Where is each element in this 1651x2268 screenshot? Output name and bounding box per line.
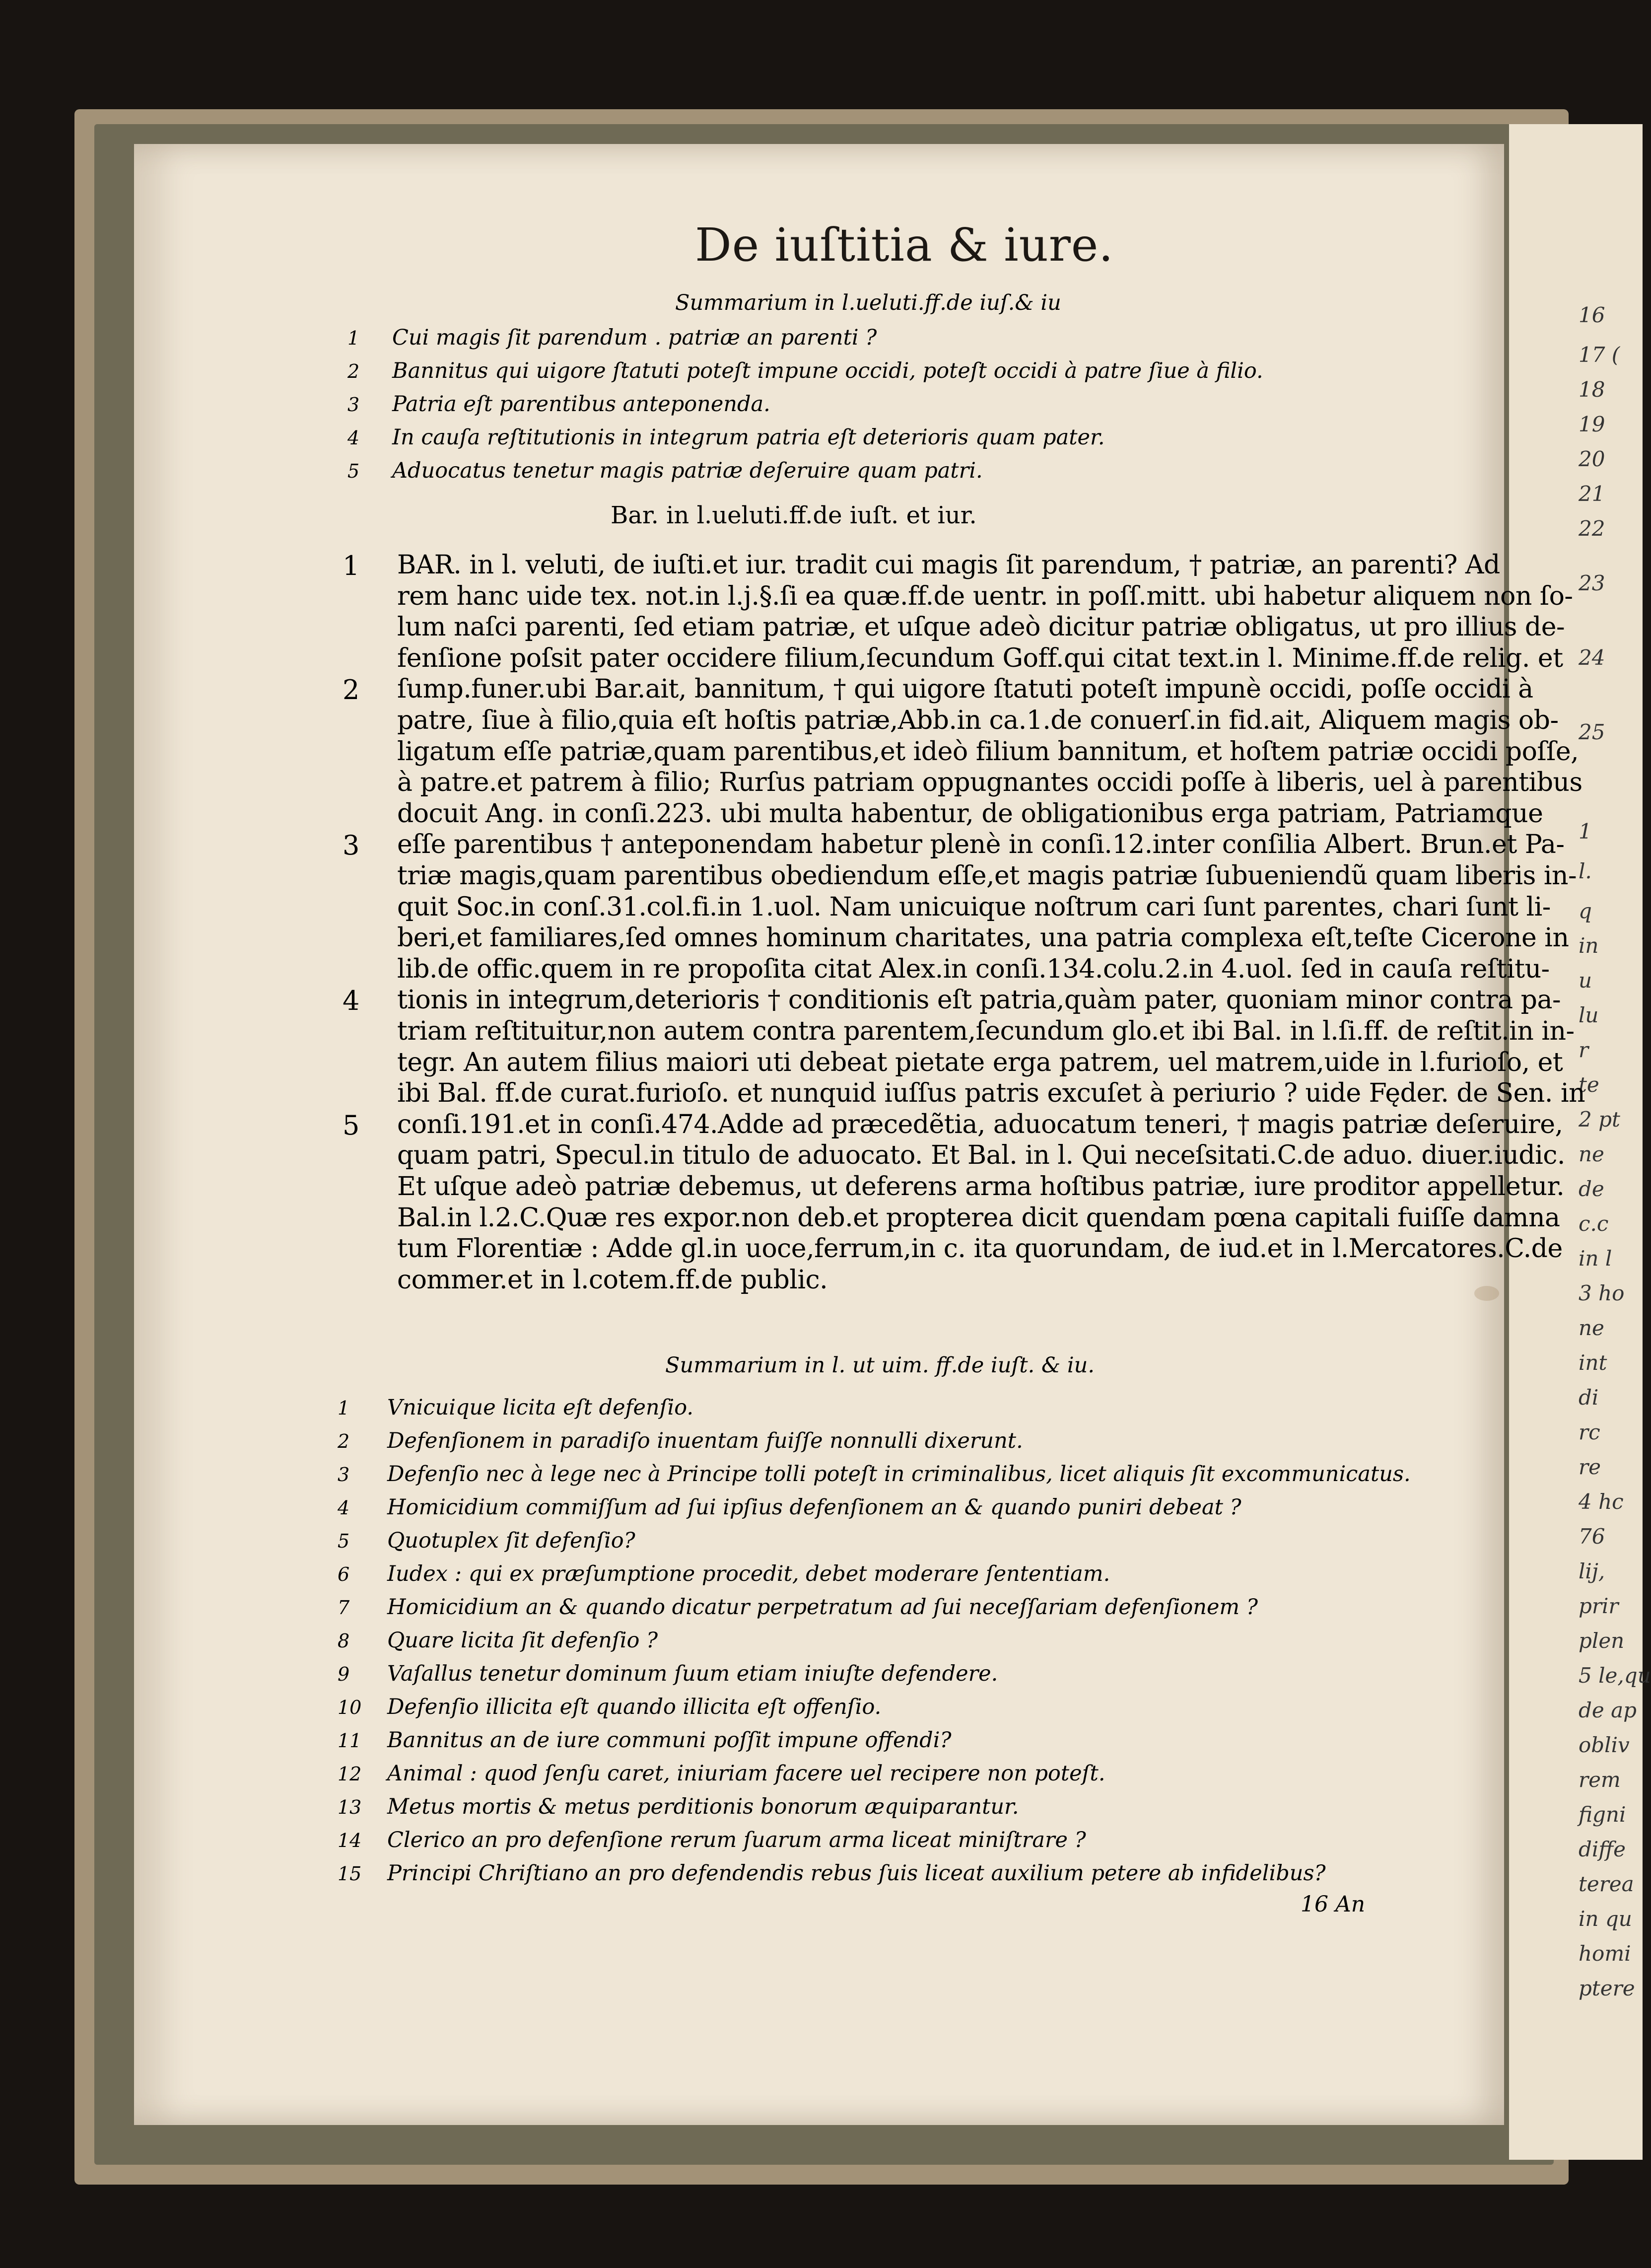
- body-line: rem hanc uide tex. not.in l.j.§.ſi ea quæ.ff.de uentr. in poſſ.mitt. ubi habetur aliquem non ſo-: [397, 581, 1573, 611]
- summary-number: 4: [338, 1497, 350, 1519]
- body-line: lum naſci parenti, ſed etiam patriæ, et uſque adeò dicitur patriæ obligatus, ut pro illius de-: [397, 612, 1565, 642]
- facing-page-fragment: te: [1579, 1072, 1599, 1097]
- body-line: tum Florentiæ : Adde gl.in uoce,ferrum,in c. ita quorundam, de iud.et in l.Mercatores.C.de: [397, 1234, 1563, 1264]
- facing-page-fragment: rc: [1579, 1420, 1600, 1444]
- facing-page-fragment: 4 hc: [1579, 1489, 1624, 1514]
- summary-number: 7: [338, 1597, 350, 1619]
- facing-page-fragment: lu: [1579, 1003, 1599, 1027]
- facing-page-fragment: in: [1579, 933, 1599, 958]
- facing-page-fragment: lij,: [1579, 1559, 1605, 1583]
- summary-item: Principi Chriſtiano an pro defendendis rebus ſuis liceat auxilium petere ab infidelibus?: [387, 1861, 1326, 1886]
- facing-page-fragment: figni: [1579, 1802, 1626, 1827]
- summary-number: 13: [338, 1796, 362, 1818]
- summary-item: Animal : quod ſenſu caret, iniuriam facere uel recipere non poteſt.: [387, 1761, 1105, 1786]
- body-line: conſi.191.et in conſi.474.Adde ad præcedẽtia, aduocatum teneri, † magis patriæ deſeruire,: [397, 1109, 1563, 1139]
- facing-page-fragment: de: [1579, 1177, 1604, 1201]
- summary-heading-1: Summarium in l.ueluti.ff.de iuſ.& iu: [675, 290, 1061, 315]
- facing-page-fragment: 1: [1579, 819, 1592, 844]
- body-line: quit Soc.in conſ.31.col.fi.in 1.uol. Nam unicuique noſtrum cari ſunt parentes, chari ſunt li-: [397, 892, 1551, 922]
- body-line: eſſe parentibus † anteponendam habetur plenè in conſi.12.inter conſilia Albert. Brun.et Pa-: [397, 830, 1565, 860]
- facing-page-fragment: 23: [1579, 571, 1605, 595]
- body-line: à patre.et patrem à filio; Rurſus patriam oppugnantes occidi poſſe à liberis, uel à parentibus: [397, 768, 1582, 798]
- body-line: BAR. in l. veluti, de iuſti.et iur. tradit cui magis ſit parendum, † patriæ, an parenti? Ad: [397, 550, 1500, 580]
- body-line: ibi Bal. ff.de curat.furioſo. et nunquid iuſſus patris excuſet à periurio ? uide Fęder. de Sen. in: [397, 1078, 1585, 1109]
- body-line: tionis in integrum,deterioris † conditionis eſt patria,quàm pater, quoniam minor contra pa-: [397, 985, 1561, 1015]
- facing-page-fragment: 2 pt: [1579, 1107, 1620, 1132]
- summary-item: Iudex : qui ex præſumptione procedit, debet moderare ſententiam.: [387, 1561, 1110, 1586]
- body-line: tegr. An autem filius maiori uti debeat pietate erga patrem, uel matrem,uide in l.furioſo, et: [397, 1047, 1563, 1077]
- summary-number: 2: [338, 1430, 350, 1452]
- facing-page-fragment: c.c: [1579, 1211, 1609, 1236]
- facing-page-fragment: 16: [1579, 303, 1605, 327]
- summary-item: Metus mortis & metus perditionis bonorum æquiparantur.: [387, 1794, 1019, 1819]
- summary-item: Quare licita ſit defenſio ?: [387, 1628, 658, 1653]
- facing-page-fragment: de ap: [1579, 1698, 1637, 1722]
- summary-number: 4: [347, 427, 360, 449]
- facing-page-fragment: 3 ho: [1579, 1281, 1625, 1305]
- summary-number: 11: [338, 1730, 362, 1752]
- facing-page-fragment: ne: [1579, 1142, 1604, 1166]
- facing-page-fragment: diffe: [1579, 1837, 1626, 1861]
- body-line: docuit Ang. in conſi.223. ubi multa habentur, de obligationibus erga patriam, Patriamque: [397, 798, 1543, 829]
- body-line: commer.et in l.cotem.ff.de public.: [397, 1265, 828, 1295]
- facing-page-fragment: di: [1579, 1385, 1599, 1410]
- summary-number: 3: [338, 1464, 350, 1486]
- facing-page-fragment: obliv: [1579, 1733, 1630, 1757]
- summary-item: Vnicuique licita eſt defenſio.: [387, 1395, 694, 1420]
- facing-page-fragment: prir: [1579, 1594, 1619, 1618]
- summary-item: Vaſallus tenetur dominum ſuum etiam iniuſte defendere.: [387, 1661, 998, 1686]
- ink-stain: [1474, 1286, 1499, 1301]
- summary-heading-2: Summarium in l. ut uim. ff.de iuſt. & iu.: [665, 1353, 1095, 1378]
- facing-page-fragment: q: [1579, 899, 1592, 923]
- facing-page-fragment: 22: [1579, 516, 1605, 541]
- body-line: ſump.funer.ubi Bar.ait, bannitum, † qui uigore ſtatuti poteſt impunè occidi, poſſe occidi à: [397, 674, 1533, 705]
- facing-page-fragment: l.: [1579, 859, 1592, 883]
- body-line: lib.de offic.quem in re propoſita citat Alex.in conſi.134.colu.2.in 4.uol. ſed in cauſa reſtitu-: [397, 954, 1550, 984]
- margin-number: 5: [343, 1109, 360, 1141]
- summary-number: 5: [338, 1530, 350, 1552]
- facing-page-fragment: rem: [1579, 1768, 1621, 1792]
- facing-page-fragment: in l: [1579, 1246, 1612, 1271]
- facing-page-fragment: 24: [1579, 645, 1605, 670]
- catchword: 16 An: [1301, 1892, 1366, 1917]
- body-line: ligatum eſſe patriæ,quam parentibus,et ideò filium bannitum, et hoſtem patriæ occidi poſſe,: [397, 736, 1579, 767]
- summary-item: Defenſio nec à lege nec à Principe tolli poteſt in criminalibus, licet aliquis ſit excommunicatus.: [387, 1462, 1411, 1487]
- summary-number: 5: [347, 460, 360, 482]
- facing-page-fragment: plen: [1579, 1629, 1625, 1653]
- body-line: Bal.in l.2.C.Quæ res expor.non deb.et propterea dicit quendam pœna capitali fuiſſe damna: [397, 1203, 1560, 1233]
- summary-item: Defenſionem in paradiſo inuentam fuiſſe nonnulli dixerunt.: [387, 1428, 1023, 1453]
- facing-page-fragment: in qu: [1579, 1907, 1632, 1931]
- body-line: patre, ſiue à filio,quia eſt hoſtis patriæ,Abb.in ca.1.de conuerſ.in fid.ait, Aliquem magis ob-: [397, 706, 1559, 735]
- summary-number: 3: [347, 394, 360, 416]
- page-title: De iuſtitia & iure.: [695, 218, 1114, 272]
- body-line: triam reſtituitur,non autem contra parentem,ſecundum glo.et ibi Bal. in l.ſi.ff. de reſtit.in in-: [397, 1016, 1575, 1046]
- summary-item: Bannitus qui uigore ſtatuti poteſt impune occidi, poteſt occidi à patre ſiue à filio.: [392, 358, 1263, 383]
- summary-item: Homicidium an & quando dicatur perpetratum ad ſui neceſſariam defenſionem ?: [387, 1595, 1258, 1620]
- summary-number: 6: [338, 1563, 350, 1585]
- facing-page-fragment: ne: [1579, 1316, 1604, 1340]
- summary-item: Aduocatus tenetur magis patriæ deſeruire quam patri.: [392, 458, 983, 483]
- facing-page-fragment: terea: [1579, 1872, 1634, 1896]
- summary-item: Quotuplex ſit defenſio?: [387, 1528, 635, 1553]
- section-heading: Bar. in l.ueluti.ff.de iuſt. et iur.: [611, 501, 977, 529]
- margin-number: 1: [343, 550, 360, 581]
- facing-page-fragment: 19: [1579, 412, 1605, 436]
- facing-page-fragment: 5 le,qu: [1579, 1663, 1651, 1688]
- summary-number: 1: [347, 327, 360, 349]
- summary-number: 8: [338, 1630, 350, 1652]
- summary-item: Patria eſt parentibus anteponenda.: [392, 392, 770, 417]
- margin-number: 4: [343, 985, 360, 1017]
- summary-item: Bannitus an de iure communi poſſit impune offendi?: [387, 1728, 952, 1753]
- body-line: quam patri, Specul.in titulo de aduocato. Et Bal. in l. Qui neceſsitati.C.de aduo. diuer.iudic.: [397, 1140, 1565, 1171]
- summary-number: 9: [338, 1663, 350, 1685]
- facing-page-fragment: 20: [1579, 447, 1605, 471]
- facing-page-fragment: 21: [1579, 482, 1605, 506]
- facing-page-fragment: int: [1579, 1350, 1607, 1375]
- summary-number: 1: [338, 1397, 350, 1419]
- body-line: triæ magis,quam parentibus obediendum eſſe,et magis patriæ ſubueniendũ quam liberis in-: [397, 861, 1577, 891]
- facing-page-fragment: 18: [1579, 377, 1605, 402]
- facing-page-fragment: ptere: [1579, 1976, 1635, 2000]
- facing-page-fragment: r: [1579, 1038, 1589, 1062]
- summary-item: In cauſa reſtitutionis in integrum patria eſt deterioris quam pater.: [392, 425, 1105, 450]
- summary-number: 2: [347, 360, 360, 382]
- facing-page-fragment: re: [1579, 1455, 1601, 1479]
- summary-item: Homicidium commiſſum ad ſui ipſius defenſionem an & quando puniri debeat ?: [387, 1495, 1241, 1520]
- margin-number: 3: [343, 830, 360, 861]
- summary-item: Defenſio illicita eſt quando illicita eſt offenſio.: [387, 1695, 882, 1719]
- body-line: beri,et familiares,ſed omnes hominum charitates, una patria complexa eſt,teſte Cicerone in: [397, 923, 1569, 953]
- facing-page-fragment: u: [1579, 968, 1592, 992]
- facing-page-fragment: homi: [1579, 1941, 1631, 1966]
- margin-number: 2: [343, 674, 360, 706]
- summary-number: 15: [338, 1863, 362, 1885]
- facing-page-fragment: 76: [1579, 1524, 1605, 1549]
- body-line: Et uſque adeò patriæ debemus, ut deferens arma hoſtibus patriæ, iure proditor appelletur.: [397, 1172, 1565, 1202]
- summary-number: 12: [338, 1763, 362, 1785]
- body-line: fenſione poſsit pater occidere filium,ſecundum Goff.qui citat text.in l. Minime.ff.de relig. et: [397, 643, 1563, 673]
- summary-item: Clerico an pro defenſione rerum ſuarum arma liceat miniſtrare ?: [387, 1828, 1086, 1852]
- facing-page-fragment: 25: [1579, 720, 1605, 744]
- facing-page-fragment: 17 (: [1579, 343, 1620, 367]
- summary-number: 14: [338, 1830, 362, 1851]
- summary-item: Cui magis ſit parendum . patriæ an parenti ?: [392, 325, 877, 350]
- summary-number: 10: [338, 1697, 362, 1718]
